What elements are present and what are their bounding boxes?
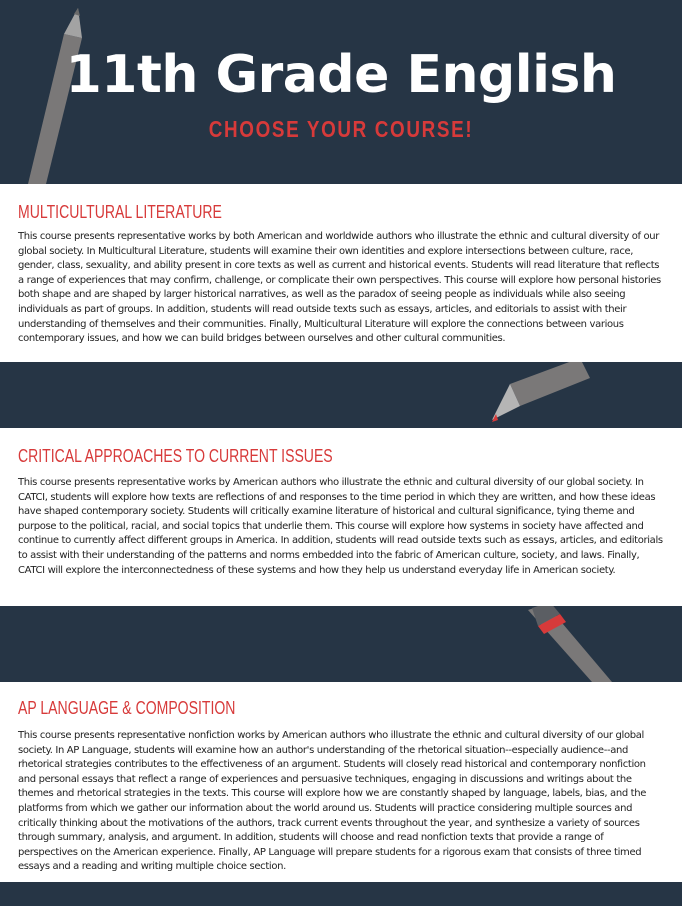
pencil-decoration-icon [0, 606, 682, 682]
course-card-catci [0, 428, 682, 606]
course-card-ap-language [0, 682, 682, 882]
course-title: CRITICAL APPROACHES TO CURRENT ISSUES [18, 446, 333, 466]
divider-band [0, 362, 682, 428]
pencil-decoration-icon [0, 362, 682, 428]
course-description: This course presents representative nonfiction works by American authors who illustrate the ethnic and cultural diversity of our global society. In AP Language, students will examine how an author's understanding of the rhetorical situation--especially audience--and rhetorical strategies contributes to the effectiveness of an argument. Students will closely read historical and contemporary nonfiction and personal essays that reflect a range of experiences and persuasive techniques, engaging in discussions and writings about the themes and rhetorical strategies in the texts. This course will explore how we are constantly shaped by language, labels, bias, and the platforms from which we gather our information about the world around us. Students will practice considering multiple sources and critically thinking about the motivations of the authors, track current events throughout the year, and synthesize a variety of sources through summary, analysis, and argument. In addition, students will choose and read nonfiction texts that provide a range of perspectives on the American experience. Finally, AP Language will prepare students for a rigorous exam that consists of three timed essays and a reading and writing multiple choice section. [18, 730, 647, 873]
course-title: MULTICULTURAL LITERATURE [18, 202, 222, 222]
course-description: This course presents representative works by both American and worldwide authors who illustrate the ethnic and cultural diversity of our global society. In Multicultural Literature, students will examine their own identities and explore intersections between culture, race, gender, class, sexuality, and ability present in core texts as well as current and historical events. Students will read literature that reflects a range of experiences that may confirm, challenge, or complicate their own perspectives. This course will explore how personal histories both shape and are shaped by larger historical narratives, as well as the paradox of seeing people as individuals while also seeing individuals as part of groups. In addition, students will read outside texts such as essays, articles, and editorials to assist with their understanding of themselves and their communities. Finally, Multicultural Literature will explore the connections between various contemporary issues, and how we can build bridges between ourselves and other cultural communities. [18, 231, 661, 345]
header-banner [0, 0, 682, 184]
divider-band [0, 606, 682, 682]
page-title: 11th Grade English [65, 45, 617, 105]
course-card-multicultural [0, 184, 682, 362]
page-subtitle: CHOOSE YOUR COURSE! [208, 116, 474, 142]
course-title: AP LANGUAGE & COMPOSITION [18, 698, 236, 718]
course-description: This course presents representative works by American authors who illustrate the ethnic and cultural diversity of our global society. In CATCI, students will explore how texts are reflections of and responses to the time period in which they are written, and how these ideas have shaped contemporary society. Students will critically examine literature of historical and cultural significance, tying theme and purpose to the political, racial, and social topics that underlie them. This course will explore how systems in society have affected and continue to currently affect different groups in America. In addition, students will read outside texts such as essays, articles, and editorials to assist with their understanding of the patterns and norms embedded into the fabric of American culture, society, and laws. Finally, CATCI will explore the interconnectedness of these systems and how they help us understand everyday life in American society. [18, 477, 663, 576]
